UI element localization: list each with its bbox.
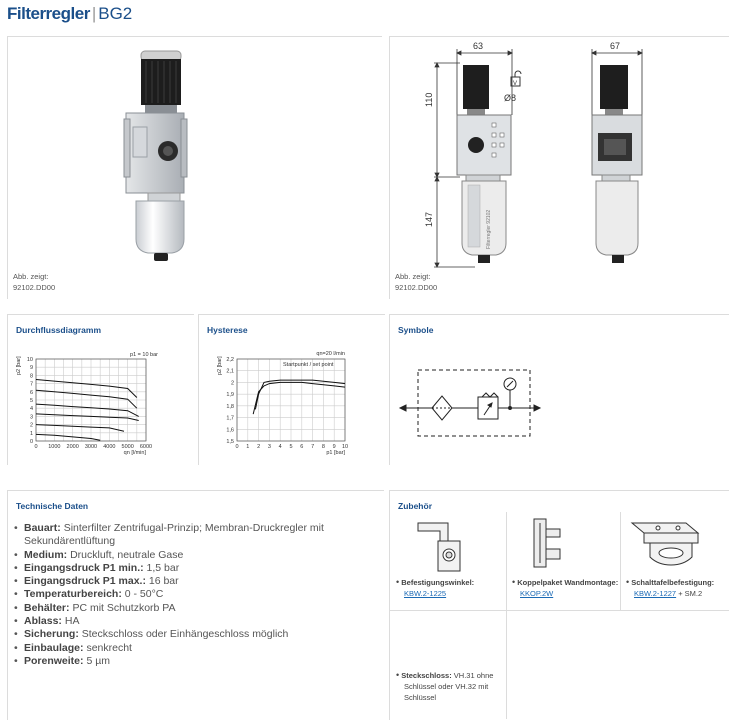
spec-item — [14, 642, 374, 655]
x-tick-label: 5000 — [121, 444, 134, 450]
x-axis-label: qn [l/min] — [123, 450, 146, 456]
drawing-caption-line2: 92102.DD00 — [395, 283, 438, 292]
x-tick-label: 4 — [278, 444, 282, 450]
flow-chart-title: Durchflussdiagramm — [16, 325, 102, 335]
symbol-title: Symbole — [398, 325, 434, 335]
photo-caption-line1: Abb. zeigt: — [13, 272, 49, 281]
y-tick-label: 10 — [26, 357, 33, 363]
y-tick-label: 1,7 — [226, 415, 234, 422]
flow-chart-panel — [7, 314, 194, 465]
spec-item — [14, 535, 374, 548]
lock-accessory-line2: Schlüssel oder VH.32 mit — [404, 682, 489, 691]
spec-value: Sekundärentlüftung — [24, 535, 116, 548]
hysteresis-annotation-qn: qn=20 l/min — [316, 351, 345, 357]
spec-label: Porenweite: — [24, 654, 87, 667]
y-tick-label: 2 — [29, 422, 33, 429]
spec-item — [14, 588, 374, 601]
spec-label: Einbaulage: — [24, 641, 87, 654]
panel-mount-image[interactable] — [628, 513, 708, 573]
svg-text:Filterregler 92102: Filterregler 92102 — [486, 209, 492, 249]
flow-chart — [8, 315, 194, 465]
bracket-link[interactable]: KBW.2-1225 — [404, 589, 447, 598]
x-tick-label: 5 — [289, 444, 293, 450]
symbol-panel — [389, 314, 729, 465]
hysteresis-chart — [199, 315, 385, 465]
dim-width-side: 67 — [609, 41, 621, 51]
x-tick-label: 8 — [321, 444, 325, 450]
coupling-link[interactable]: KKOP.2W — [520, 589, 554, 598]
y-axis-label: p2 [bar] — [16, 356, 22, 375]
x-tick-label: 10 — [341, 444, 349, 450]
spec-label: Medium: — [24, 548, 71, 561]
spec-label: Ablass: — [24, 615, 65, 628]
spec-label: Sicherung: — [24, 628, 82, 641]
panel-mount-link[interactable]: KBW.2-1227 — [634, 589, 677, 598]
product-photo[interactable] — [8, 37, 382, 299]
spec-item — [14, 522, 374, 535]
panel-mount-extra: + SM.2 — [678, 589, 703, 598]
dim-height-top: 110 — [424, 92, 434, 107]
x-tick-label: 1 — [246, 444, 250, 450]
mounting-bracket-image[interactable] — [410, 515, 470, 575]
specs-title: Technische Daten — [16, 501, 89, 511]
x-tick-label: 2 — [257, 444, 261, 450]
hysteresis-chart-panel — [198, 314, 385, 465]
y-tick-label: 1 — [29, 430, 33, 437]
series-line — [36, 425, 124, 432]
y-tick-label: 2,1 — [226, 368, 234, 375]
x-tick-label: 6 — [300, 444, 304, 450]
accessory-panel-mount: • Schalttafelbefestigung: KBW.2-1227 + SM.2 — [626, 577, 715, 598]
lock-accessory-label: Steckschloss: — [401, 671, 452, 680]
spec-item — [14, 562, 374, 575]
y-tick-label: 9 — [29, 365, 33, 372]
x-tick-label: 1000 — [48, 444, 61, 450]
spec-item — [14, 549, 374, 562]
accessory-bracket: • Befestigungswinkel: KBW.2-1225 — [396, 577, 475, 598]
x-tick-label: 7 — [311, 444, 315, 450]
flow-annotation: p1 = 10 bar — [130, 352, 158, 358]
photo-caption — [13, 271, 55, 293]
product-photo-panel — [7, 36, 382, 299]
x-tick-label: 3 — [267, 444, 271, 450]
y-tick-label: 2,2 — [226, 357, 234, 363]
series-line — [36, 414, 139, 421]
bracket-label: Befestigungswinkel: — [401, 578, 475, 587]
x-tick-label: 4000 — [103, 444, 116, 450]
panel-mount-label: Schalttafelbefestigung: — [631, 578, 715, 587]
spec-value: Druckluft, neutrale Gase — [70, 548, 184, 561]
pneumatic-symbol[interactable] — [390, 315, 729, 465]
y-tick-label: 5 — [29, 398, 33, 404]
x-tick-label: 0 — [34, 444, 38, 450]
y-tick-label: 8 — [29, 373, 33, 380]
dimension-drawing-panel — [389, 36, 729, 299]
spec-value: senkrecht — [86, 641, 132, 654]
spec-value: 0 - 50°C — [124, 588, 164, 601]
drawing-caption-line1: Abb. zeigt: — [395, 272, 431, 281]
y-axis-label: p2 [bar] — [217, 356, 223, 375]
accessory-lock: • Steckschloss: VH.31 ohne Schlüssel oder VH.32 mit Schlüssel — [396, 670, 494, 702]
spec-value: HA — [64, 615, 80, 628]
hysteresis-annotation-setpoint: Startpunkt / set point — [283, 362, 334, 368]
dim-width-front: 63 — [472, 41, 484, 51]
lock-label: V — [513, 81, 518, 87]
lock-accessory-line3: Schlüssel — [404, 693, 437, 702]
spec-label: Temperaturbereich: — [24, 588, 125, 601]
hysteresis-chart-title: Hysterese — [207, 325, 248, 335]
x-tick-label: 9 — [332, 444, 336, 450]
spec-item — [14, 575, 374, 588]
title-separator: | — [91, 4, 97, 23]
series-line — [253, 382, 345, 414]
lock-accessory-line1: VH.31 ohne — [453, 671, 494, 680]
x-axis-label: p1 [bar] — [326, 450, 345, 456]
drawing-caption — [395, 271, 437, 293]
spec-value: 1,5 bar — [146, 561, 180, 574]
title-subtitle: BG2 — [98, 4, 133, 23]
spec-value: 16 bar — [148, 575, 179, 588]
x-tick-label: 6000 — [139, 444, 153, 450]
spec-item — [14, 628, 374, 641]
dimension-drawing[interactable] — [390, 37, 729, 299]
spec-item — [14, 655, 374, 668]
accessories-divider-1 — [506, 512, 508, 719]
specs-list — [14, 522, 374, 668]
title-main: Filterregler — [7, 4, 90, 23]
accessories-divider-3 — [389, 610, 729, 612]
spec-label: Eingangsdruck P1 min.: — [24, 561, 147, 574]
y-tick-label: 1,9 — [226, 392, 234, 399]
photo-caption-line2: 92102.DD00 — [13, 283, 56, 292]
y-tick-label: 1,8 — [226, 403, 234, 410]
spec-label: Bauart: — [24, 522, 64, 534]
spec-value: Sinterfilter Zentrifugal-Prinzip; Membran-Druckregler mit — [63, 522, 324, 534]
wall-coupling-image[interactable] — [524, 515, 574, 575]
y-tick-label: 6 — [29, 389, 33, 396]
y-tick-label: 2 — [230, 380, 234, 387]
series-line — [255, 380, 345, 409]
spec-value: PC mit Schutzkorb PA — [72, 601, 176, 614]
accessory-coupling: • Koppelpaket Wandmontage: KKOP.2W — [512, 577, 619, 598]
page-title — [7, 4, 132, 24]
y-tick-label: 1,5 — [226, 439, 234, 445]
spec-value: Steckschloss oder Einhängeschloss möglich — [81, 628, 289, 641]
y-tick-label: 4 — [29, 406, 33, 413]
accessories-divider-2 — [620, 512, 622, 610]
accessories-title: Zubehör — [398, 501, 432, 511]
spec-label: Behälter: — [24, 601, 73, 614]
y-tick-label: 1,6 — [226, 427, 234, 434]
spec-value: 5 µm — [86, 654, 110, 667]
y-tick-label: 0 — [29, 439, 33, 445]
spec-label: Eingangsdruck P1 max.: — [24, 575, 149, 588]
spec-item — [14, 615, 374, 628]
series-line — [36, 434, 100, 440]
x-tick-label: 0 — [235, 444, 239, 450]
y-tick-label: 3 — [29, 414, 33, 421]
coupling-label: Koppelpaket Wandmontage: — [517, 578, 619, 587]
dim-lock: Ø8 — [504, 93, 517, 103]
x-tick-label: 3000 — [84, 444, 98, 450]
x-tick-label: 2000 — [66, 444, 79, 450]
spec-item — [14, 602, 374, 615]
dim-height-bottom: 147 — [424, 211, 434, 227]
y-tick-label: 7 — [29, 381, 33, 388]
